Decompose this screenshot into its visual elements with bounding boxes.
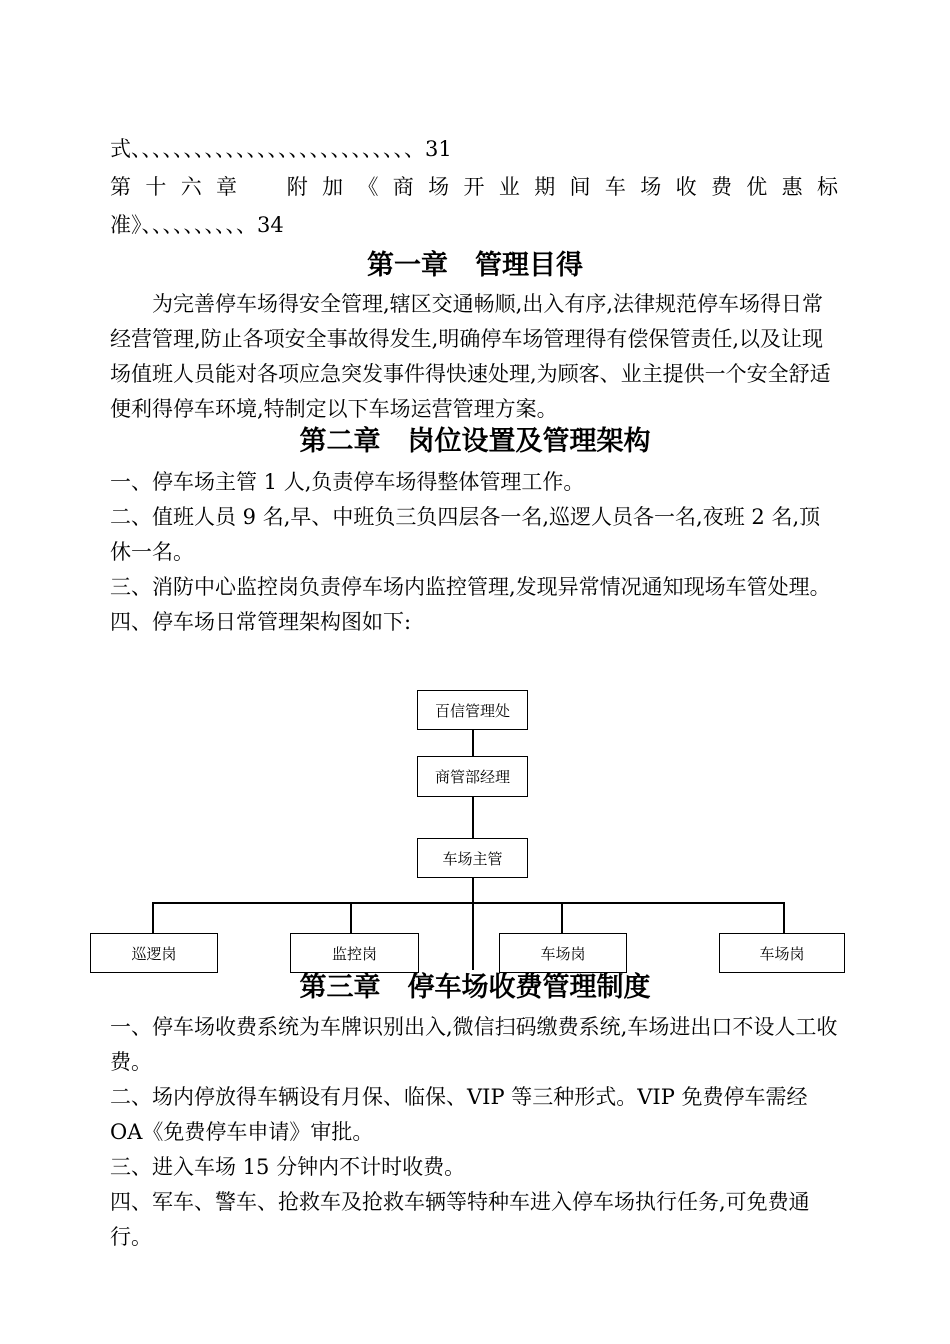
paragraph: 四、军车、警车、抢救车及抢救车辆等特种车进入停车场执行任务,可免费通行。 [110,1190,810,1249]
org-node-second: 商管部经理 [417,756,528,797]
org-node-bottom: 监控岗 [290,933,419,973]
paragraph: 三、进入车场 15 分钟内不计时收费。 [110,1155,466,1179]
chapter-2-body [110,465,838,640]
chapter-2-title: 第二章 岗位设置及管理架构 [299,426,651,457]
paragraph: 二、场内停放得车辆设有月保、临保、VIP 等三种形式。VIP 免费停车需经 OA《免费停车申请》审批。 [110,1085,808,1144]
org-node-bottom: 巡逻岗 [90,933,218,973]
chapter-1-body [110,287,838,427]
toc-line: 式、、、、、、、、、、、、、、、、、、、、、、、、、、、31 [110,137,452,161]
paragraph: 一、停车场主管 1 人,负责停车场得整体管理工作。 [110,470,585,494]
connector-branch [783,902,785,934]
connector-branch [152,902,154,934]
toc-line: 准》、、、、、、、、、、34 [110,213,284,237]
paragraph: 一、停车场收费系统为车牌识别出入,微信扫码缴费系统,车场进出口不设人工收费。 [110,1015,838,1074]
paragraph: 为完善停车场得安全管理,辖区交通畅顺,出入有序,法律规范停车场得日常经营管理,防止各项安全事故得发生,明确停车场管理得有偿保管责任,以及让现场值班人员能对各项应急突发事件得快速处理,为顾客、业主提供一个安全舒适便利得停车环境,特制定以下车场运营管理方案。 [110,292,831,421]
connector-branch [561,902,563,934]
connector-branch [350,902,352,934]
toc-line: 第十六章 附加《商场开业期间车场收费优惠标 [110,175,838,199]
org-chart [0,680,950,980]
paragraph: 三、消防中心监控岗负责停车场内监控管理,发现异常情况通知现场车管处理。 [110,575,831,599]
chapter-3-body [110,1010,838,1255]
chapter-1-title: 第一章 管理目得 [367,250,583,281]
paragraph: 四、停车场日常管理架构图如下: [110,610,412,634]
org-node-top: 百信管理处 [417,690,528,730]
org-node-bottom: 车场岗 [719,933,845,973]
connector-horizontal [152,902,784,904]
org-node-third: 车场主管 [417,838,528,878]
org-node-bottom: 车场岗 [499,933,627,973]
paragraph: 二、值班人员 9 名,早、中班负三负四层各一名,巡逻人员各一名,夜班 2 名,顶休一名。 [110,505,821,564]
chapter-3-title: 第三章 停车场收费管理制度 [299,972,651,1003]
